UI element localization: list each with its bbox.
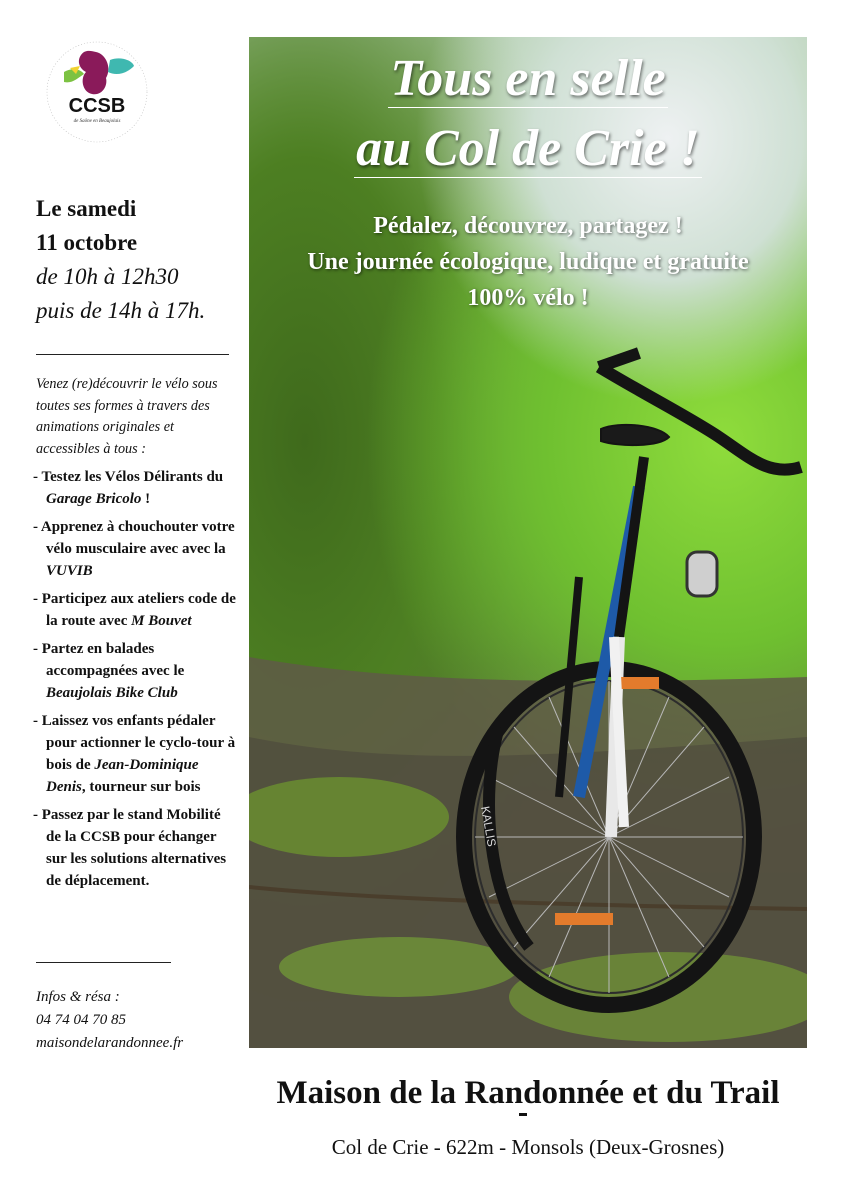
divider-top <box>36 354 229 355</box>
footer-separator <box>519 1113 527 1116</box>
activity-item: - Partez en balades accompagnées avec le Beaujolais Bike Club <box>33 641 185 701</box>
logo-subtitle: de Saône en Beaujolais <box>73 119 121 124</box>
logo-name: CCSB <box>68 95 126 117</box>
date-day: Le samedi <box>36 196 137 221</box>
poster-photo <box>249 37 807 1048</box>
contact-website[interactable]: maisondelarandonnee.fr <box>36 1035 184 1051</box>
activities-list <box>33 466 239 898</box>
ccsb-logo-mark <box>36 38 158 146</box>
tyre-brand: KALLIS <box>478 805 499 848</box>
poster-title-line2: au Col de Crie ! <box>356 120 700 177</box>
activity-item: - Participez aux ateliers code de la route avec M Bouvet <box>33 591 236 629</box>
venue-address: Col de Crie - 622m - Monsols (Deux-Grosnes) <box>331 1135 725 1159</box>
bicycle-scene <box>249 37 807 1048</box>
contact-label: Infos & résa : <box>36 989 120 1005</box>
activity-item: - Apprenez à chouchouter votre vélo musculaire avec avec la VUVIB <box>33 519 235 579</box>
contact-phone[interactable]: 04 74 04 70 85 <box>36 1012 126 1028</box>
event-schedule <box>36 192 236 328</box>
time-afternoon: puis de 14h à 17h. <box>36 298 206 323</box>
ccsb-logo <box>36 38 158 146</box>
intro-text: Venez (re)découvrir le vélo sous toutes ses formes à travers des animations originales et accessibles à tous : <box>36 376 218 457</box>
contact-info <box>36 986 236 1055</box>
date-month: 11 octobre <box>36 230 138 255</box>
venue-name: Maison de la Randonnée et du Trail <box>276 1075 780 1111</box>
activity-item: - Passez par le stand Mobilité de la CCSB pour échanger sur les solutions alternatives de déplacement. <box>33 807 227 889</box>
activity-item: - Laissez vos enfants pédaler pour actionner le cyclo-tour à bois de Jean-Dominique Denis, tourneur sur bois <box>33 713 236 795</box>
divider-bottom <box>36 962 171 963</box>
poster-title-line1: Tous en selle <box>390 50 666 107</box>
time-morning: de 10h à 12h30 <box>36 264 179 289</box>
poster-subtitle-line3: 100% vélo ! <box>467 285 589 311</box>
poster-subtitle-line1: Pédalez, découvrez, partagez ! <box>373 213 683 239</box>
poster-subtitle-line2: Une journée écologique, ludique et gratuite <box>307 249 749 275</box>
activity-item: - Testez les Vélos Délirants du Garage Bricolo ! <box>33 469 224 507</box>
